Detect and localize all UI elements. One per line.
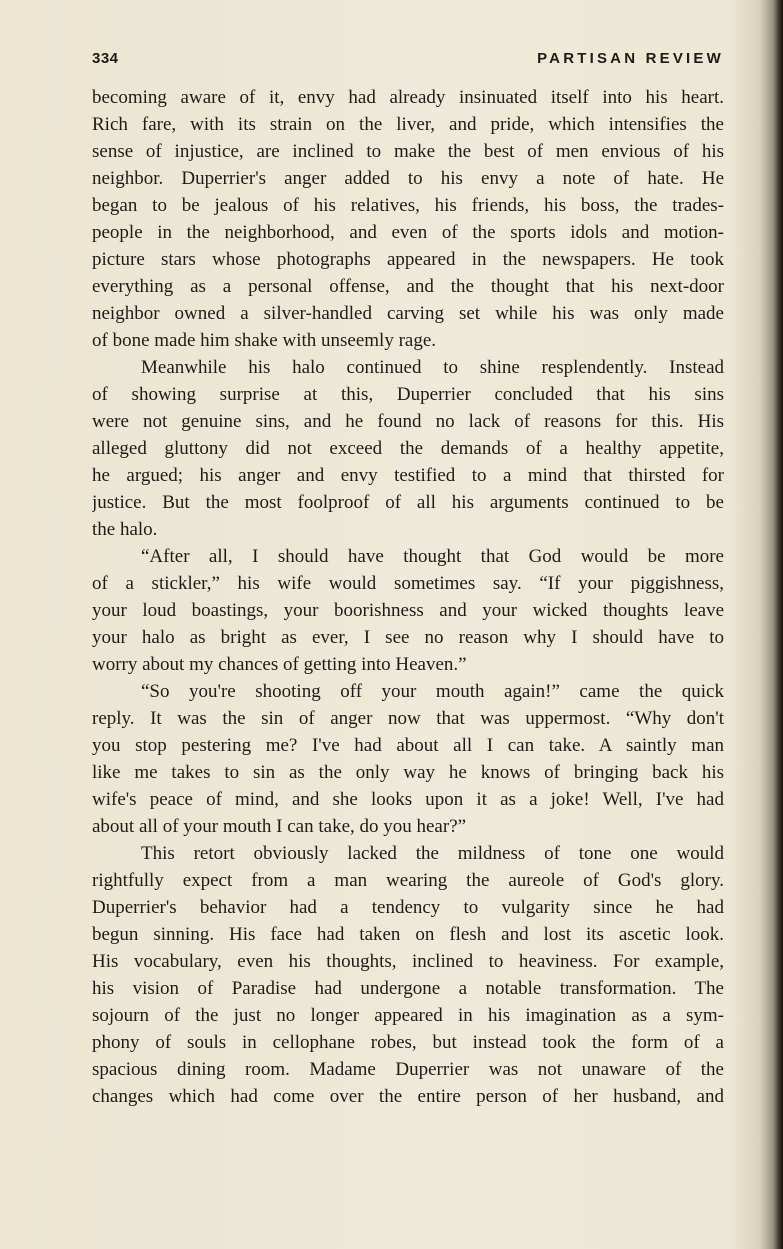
text-line: your loud boastings, your boorishness and your wicked thoughts leave — [92, 600, 724, 621]
text-line: Duperrier's behavior had a tendency to vulgarity since he had — [92, 897, 724, 918]
text-line: This retort obviously lacked the mildness of tone one would — [141, 843, 724, 864]
text-line: begun sinning. His face had taken on flesh and lost its ascetic look. — [92, 924, 724, 945]
text-line: changes which had come over the entire person of her husband, and — [92, 1086, 724, 1107]
text-line: people in the neighborhood, and even of the sports idols and motion- — [92, 222, 724, 243]
text-line: began to be jealous of his relatives, his friends, his boss, the trades- — [92, 195, 724, 216]
text-line: wife's peace of mind, and she looks upon it as a joke! Well, I've had — [92, 789, 724, 810]
text-line: about all of your mouth I can take, do you hear?” — [92, 816, 467, 837]
text-line: sojourn of the just no longer appeared in his imagination as a sym- — [92, 1005, 724, 1026]
text-line: Meanwhile his halo continued to shine resplendently. Instead — [141, 357, 724, 378]
text-line: picture stars whose photographs appeared in the newspapers. He took — [92, 249, 724, 270]
text-line: your halo as bright as ever, I see no reason why I should have to — [92, 627, 724, 648]
text-line: spacious dining room. Madame Duperrier was not unaware of the — [92, 1059, 724, 1080]
text-line: you stop pestering me? I've had about all I can take. A saintly man — [92, 735, 724, 756]
text-line: “After all, I should have thought that God would be more — [141, 546, 724, 567]
body-text — [92, 84, 724, 1110]
running-head: PARTISAN REVIEW — [537, 50, 724, 67]
text-line: His vocabulary, even his thoughts, inclined to heaviness. For example, — [92, 951, 724, 972]
text-line: sense of injustice, are inclined to make the best of men envious of his — [92, 141, 724, 162]
text-line: his vision of Paradise had undergone a notable transformation. The — [92, 978, 724, 999]
text-line: like me takes to sin as the only way he knows of bringing back his — [92, 762, 724, 783]
text-line: he argued; his anger and envy testified to a mind that thirsted for — [92, 465, 724, 486]
text-line: of a stickler,” his wife would sometimes say. “If your piggishness, — [92, 573, 724, 594]
text-line: were not genuine sins, and he found no lack of reasons for this. His — [92, 411, 724, 432]
text-line: neighbor owned a silver-handled carving set while his was only made — [92, 303, 724, 324]
page-edge-shadow — [773, 0, 783, 1249]
text-line: justice. But the most foolproof of all his arguments continued to be — [92, 492, 724, 513]
text-line: the halo. — [92, 519, 158, 540]
text-line: becoming aware of it, envy had already insinuated itself into his heart. — [92, 87, 724, 108]
text-line: reply. It was the sin of anger now that was uppermost. “Why don't — [92, 708, 724, 729]
page-header — [92, 50, 724, 74]
text-line: everything as a personal offense, and the thought that his next-door — [92, 276, 724, 297]
text-line: rightfully expect from a man wearing the aureole of God's glory. — [92, 870, 724, 891]
text-line: worry about my chances of getting into Heaven.” — [92, 654, 467, 675]
text-line: phony of souls in cellophane robes, but instead took the form of a — [92, 1032, 724, 1053]
text-line: “So you're shooting off your mouth again!” came the quick — [141, 681, 724, 702]
text-line: Rich fare, with its strain on the liver, and pride, which intensifies the — [92, 114, 724, 135]
text-line: of showing surprise at this, Duperrier concluded that his sins — [92, 384, 724, 405]
page-number: 334 — [92, 50, 119, 67]
text-line: alleged gluttony did not exceed the demands of a healthy appetite, — [92, 438, 724, 459]
text-line: neighbor. Duperrier's anger added to his envy a note of hate. He — [92, 168, 724, 189]
text-line: of bone made him shake with unseemly rage. — [92, 330, 437, 351]
